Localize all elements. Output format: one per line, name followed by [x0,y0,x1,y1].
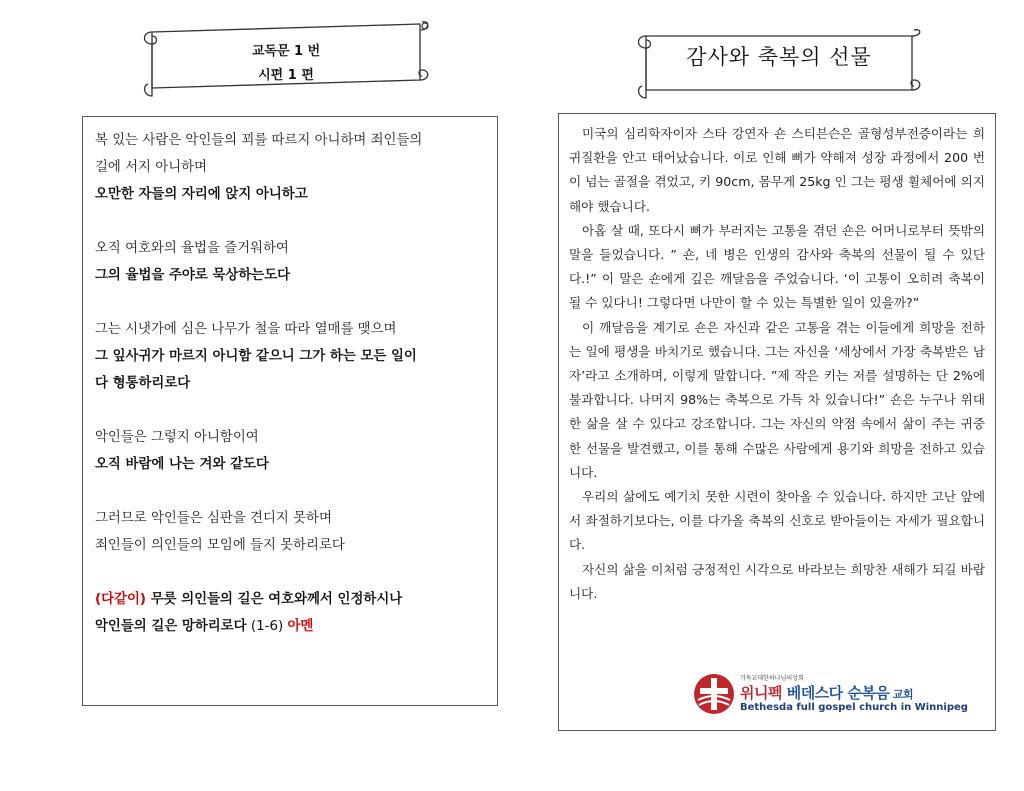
together-text: 악인들의 길은 망하리로다 [95,619,247,634]
article-paragraph [569,316,985,485]
paragraph-text: 자신의 삶을 이처럼 긍정적인 시각으로 바라보는 희망찬 새해가 되길 바랍니다. [569,561,985,601]
verse-spacer [95,208,485,235]
article-paragraph [569,122,985,219]
article-title-banner [632,28,926,102]
together-text: 무릇 의인들의 길은 여호와께서 인정하시나 [146,592,403,607]
verse-spacer [95,289,485,316]
verse-line-response: 오직 바람에 나는 겨와 같도다 [95,457,269,472]
church-logo [692,672,968,718]
church-name-red: 위니펙 [740,684,782,702]
verse-spacer [95,397,485,424]
verse-reference: (1-6) [246,619,288,634]
church-suffix: 교회 [889,688,913,701]
verse-list [95,127,485,640]
article-title: 감사와 축복의 선물 [686,45,872,69]
psalm-chapter: 시편 1 편 [258,68,314,83]
amen-label: 아멘 [287,619,314,634]
verse-spacer [95,478,485,505]
reading-number-banner [138,20,434,100]
together-line [95,613,485,640]
verse-line-response: 그 잎사귀가 마르지 아니함 같으니 그가 하는 모든 일이 [95,349,417,364]
article-box [558,113,996,731]
verse-line: 죄인들이 의인들의 모임에 들지 못하리로다 [95,538,345,553]
paragraph-text: 미국의 심리학자이자 스타 강연자 숀 스티븐슨은 골형성부전증이라는 희귀질환을 안고 태어났습니다. 이로 인해 뼈가 약해져 성장 과정에서 200 번이 넘는 골절을 겪었고, 키 90cm, 몸무게 25kg 인 그는 평생 휠체어에 의지해야 했습니다. [569,126,985,214]
verse-line: 길에 서지 아니하며 [95,160,207,175]
verse-line: 오직 여호와의 율법을 즐거워하여 [95,241,289,256]
together-label: (다같이) [95,592,147,607]
article-paragraph [569,485,985,558]
together-line [95,586,485,613]
verse-line: 그러므로 악인들은 심판을 견디지 못하며 [95,511,332,526]
paragraph-text: 아홉 살 때, 또다시 뼈가 부러지는 고통을 겪던 숀은 어머니로부터 뜻밖의 말을 들었습니다. ” 숀, 네 병은 인생의 감사와 축복의 선물이 될 수 있단다.!” 이 말은 숀에게 깊은 깨달음을 주었습니다. ‘이 고통이 오히려 축복이 될 수 있다니! 그렇다면 나만이 할 수 있는 특별한 일이 있을까?” [569,222,985,311]
reading-number: 교독문 1 번 [251,44,321,59]
church-emblem-icon [692,672,736,716]
paragraph-text: 우리의 삶에도 예기치 못한 시련이 찾아올 수 있습니다. 하지만 고난 앞에서 좌절하기보다는, 이를 다가올 축복의 신호로 받아들이는 자세가 필요합니다. [569,489,985,553]
verse-line: 악인들은 그렇지 아니함이여 [95,430,259,445]
psalm-reading-box [82,116,498,706]
church-name-korean [740,682,913,703]
verse-line: 복 있는 사람은 악인들의 꾀를 따르지 아니하며 죄인들의 [95,133,423,148]
church-name-english: Bethesda full gospel church in Winnipeg [740,702,968,713]
denomination-name: 기독교대한하나님의성회 [740,675,804,682]
verse-line-response: 오만한 자들의 자리에 앉지 아니하고 [95,187,308,202]
verse-spacer [95,559,485,586]
verse-line-response: 그의 율법을 주야로 묵상하는도다 [95,268,291,283]
verse-line-response: 다 형통하리로다 [95,376,191,391]
church-name-blue: 베데스다 순복음 [781,684,890,702]
article-paragraph [569,219,985,316]
article-paragraph [569,558,985,606]
paragraph-text: 이 깨달음을 계기로 숀은 자신과 같은 고통을 겪는 이들에게 희망을 전하는 일에 평생을 바치기로 했습니다. 그는 자신을 ‘세상에서 가장 축복받은 남자’라고 소개하며, 이렇게 말합니다. ”제 작은 키는 저를 설명하는 단 2%에 불과합니다. 나머지 98%는 축복으로 가득 차 있습니다!” 숀은 누구나 위대한 삶을 살 수 있다고 강조합니다. 그는 자신의 약점 속에서 삶이 주는 귀중한 선물을 발견했고, 이를 통해 수많은 사람에게 용기와 희망을 전하고 있습니다. [569,319,985,480]
verse-line: 그는 시냇가에 심은 나무가 철을 따라 열매를 맺으며 [95,322,397,337]
